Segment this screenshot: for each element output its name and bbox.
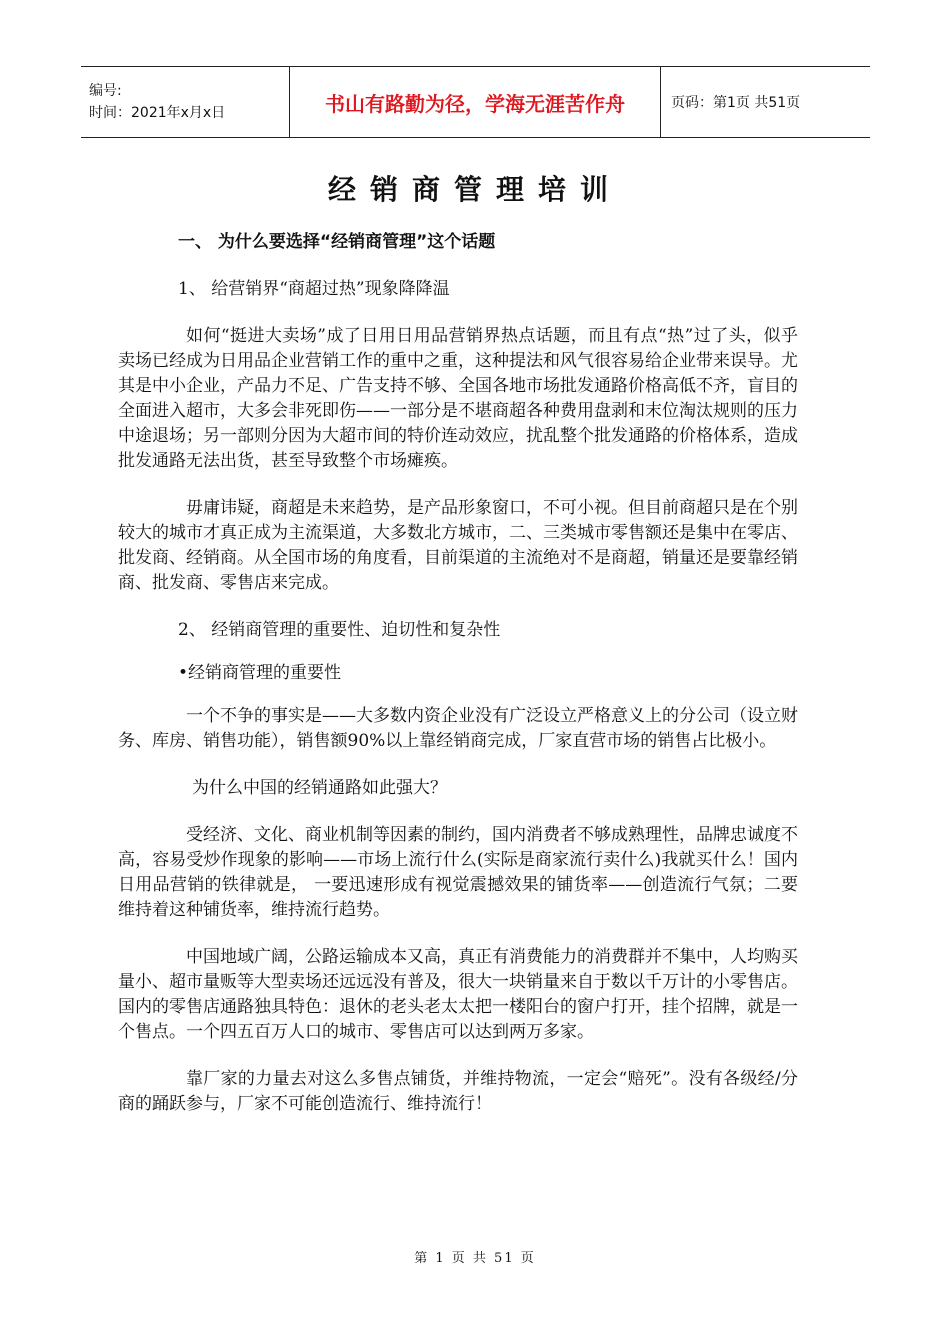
page-label: 页码：第1页 共51页 bbox=[671, 95, 801, 111]
subheading-2: 2、 经销商管理的重要性、迫切性和复杂性 bbox=[178, 620, 501, 640]
paragraph-3: 一个不争的事实是——大多数内资企业没有广泛设立严格意义上的分公司（设立财务、库房、销售功能），销售额90%以上靠经销商完成，厂家直营市场的销售占比极小。 bbox=[118, 706, 798, 751]
bullet-heading: •经销商管理的重要性 bbox=[178, 663, 342, 683]
paragraph-6: 靠厂家的力量去对这么多售点铺货，并维持物流，一定会“赔死”。没有各级经/分商的踊跃参与，厂家不可能创造流行、维持流行！ bbox=[118, 1069, 798, 1114]
header-meta bbox=[81, 67, 289, 137]
question-line: 为什么中国的经销通路如此强大？ bbox=[192, 778, 447, 798]
paragraph-1: 如何“挺进大卖场”成了日用日用品营销界热点话题，而且有点“热”过了头，似乎卖场已经成为日用品企业营销工作的重中之重，这种提法和风气很容易给企业带来误导。尤其是中小企业，产品力不足、广告支持不够、全国各地市场批发通路价格高低不齐，盲目的全面进入超市，大多会非死即伤——一部分是不堪商超各种费用盘剥和末位淘汰规则的压力中途退场；另一部则分因为大超市间的特价连动效应，扰乱整个批发通路的价格体系，造成批发通路无法出货，甚至导致整个市场瘫痪。 bbox=[118, 326, 798, 471]
document-body bbox=[118, 230, 798, 1117]
document-title: 经销商管理培训 bbox=[327, 173, 622, 206]
motto: 书山有路勤为径，学海无涯苦作舟 bbox=[325, 91, 625, 116]
subheading-1: 1、 给营销界“商超过热”现象降降温 bbox=[178, 279, 450, 299]
time-label: 时间：2021年x月x日 bbox=[89, 105, 226, 121]
section-heading: 一、 为什么要选择“经销商管理”这个话题 bbox=[178, 232, 496, 252]
paragraph-4: 受经济、文化、商业机制等因素的制约，国内消费者不够成熟理性，品牌忠诚度不高，容易受炒作现象的影响——市场上流行什么(实际是商家流行卖什么)我就买什么！国内日用品营销的铁律就是， 一要迅速形成有视觉震撼效果的铺货率——创造流行气氛；二要维持着这种铺货率，维持流行趋势。 bbox=[118, 825, 798, 920]
paragraph-5: 中国地域广阔，公路运输成本又高，真正有消费能力的消费群并不集中，人均购买量小、超市量贩等大型卖场还远远没有普及，很大一块销量来自于数以千万计的小零售店。国内的零售店通路独具特色：退休的老头老太太把一楼阳台的窗户打开，挂个招牌，就是一个售点。一个四五百万人口的城市、零售店可以达到两万多家。 bbox=[118, 947, 798, 1042]
header-motto-cell bbox=[289, 67, 661, 137]
paragraph-2: 毋庸讳疑，商超是未来趋势，是产品形象窗口，不可小视。但目前商超只是在个别较大的城市才真正成为主流渠道，大多数北方城市，二、三类城市零售额还是集中在零店、批发商、经销商。从全国市场的角度看，目前渠道的主流绝对不是商超，销量还是要靠经销商、批发商、零售店来完成。 bbox=[118, 498, 798, 593]
page-footer: 第 1 页 共 51 页 bbox=[414, 1251, 536, 1266]
header-page-cell bbox=[661, 67, 870, 137]
header-table bbox=[81, 66, 870, 138]
serial-label: 编号: bbox=[89, 83, 122, 99]
